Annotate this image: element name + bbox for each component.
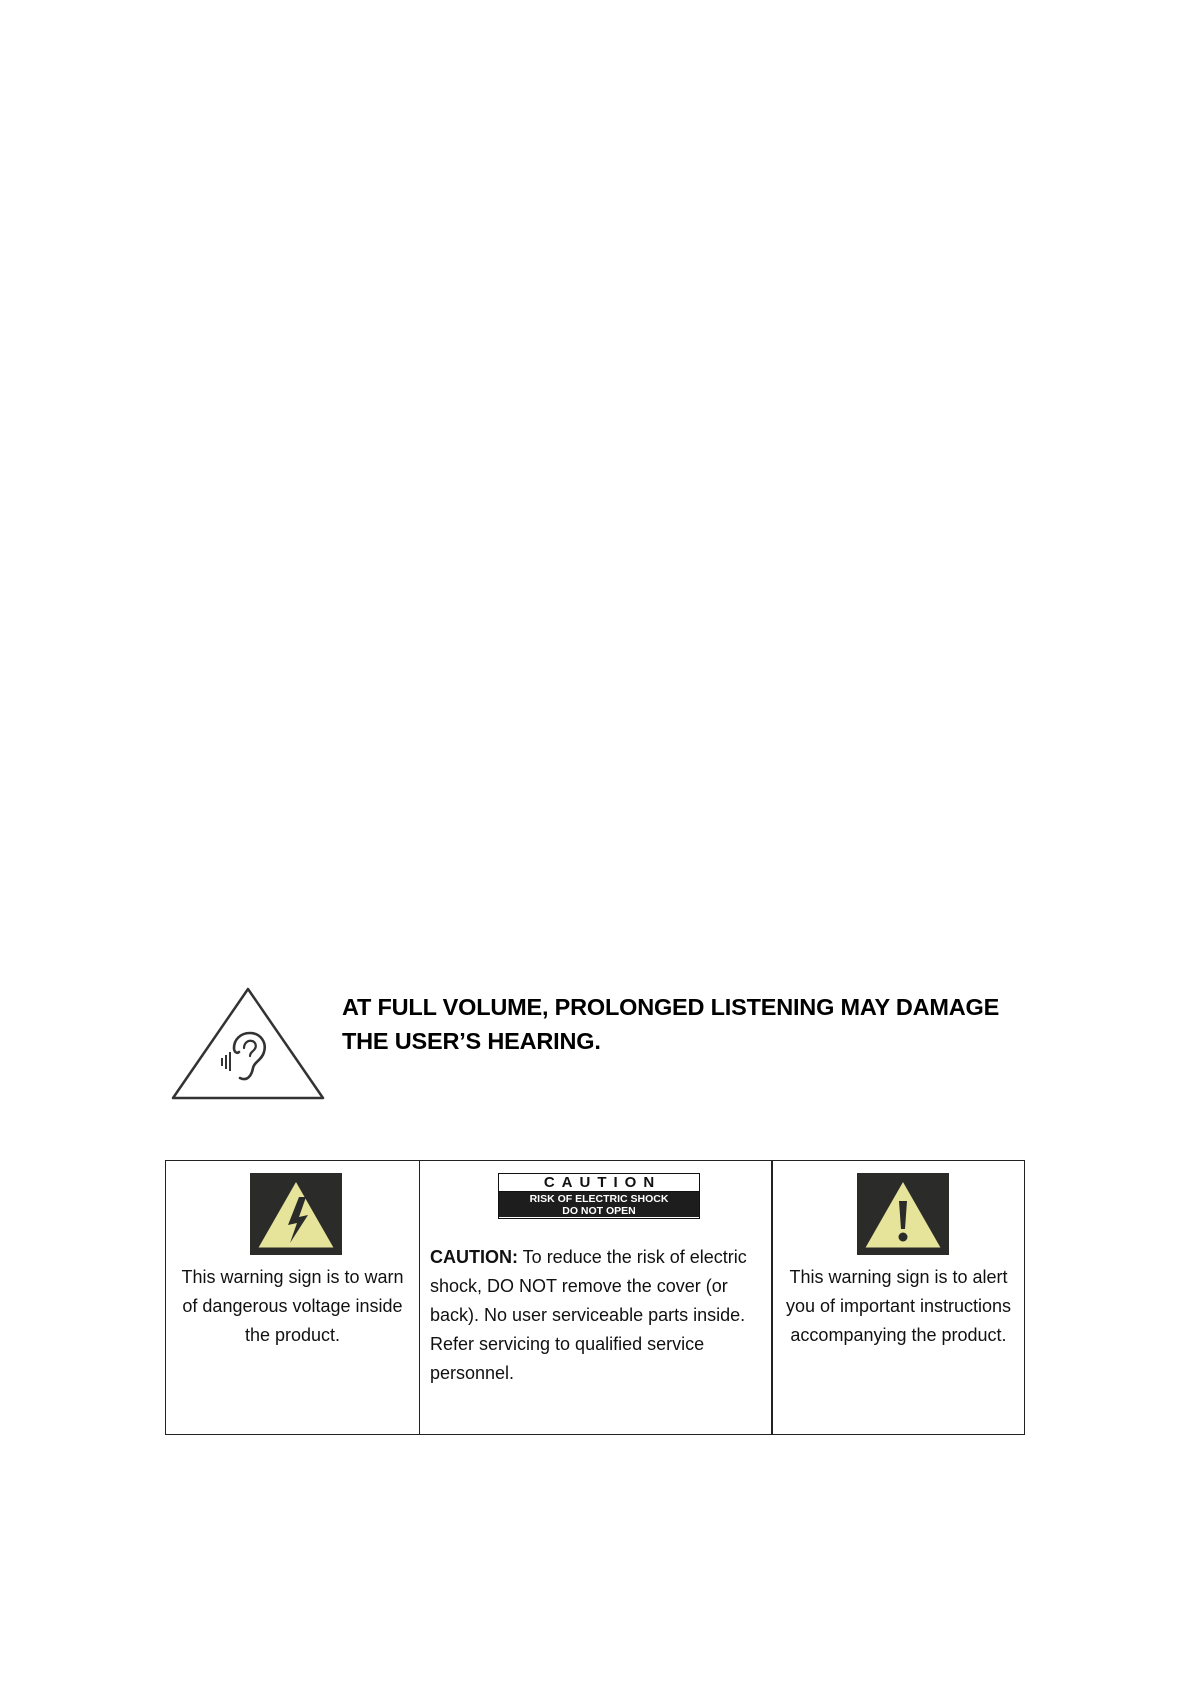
caution-label — [498, 1173, 700, 1219]
caution-label-subtitle — [499, 1192, 699, 1217]
lightning-warning-icon — [250, 1173, 342, 1255]
caution-cell — [420, 1161, 773, 1434]
caution-text — [430, 1243, 763, 1388]
exclamation-warning-icon — [857, 1173, 949, 1255]
warning-signs-table — [165, 1160, 1025, 1435]
caution-label-line2: DO NOT OPEN — [562, 1205, 636, 1217]
instructions-warning-text: This warning sign is to alert you of important instructions accompanying the product. — [785, 1267, 1012, 1345]
instructions-warning-cell — [773, 1161, 1024, 1434]
hearing-warning — [170, 986, 1030, 1101]
voltage-warning-text: This warning sign is to warn of dangerous voltage inside the product. — [181, 1267, 404, 1345]
hearing-warning-text: AT FULL VOLUME, PROLONGED LISTENING MAY DAMAGE THE USER’S HEARING. — [342, 994, 1000, 1054]
voltage-warning-cell — [166, 1161, 420, 1434]
caution-heading: CAUTION: — [430, 1247, 518, 1267]
caution-label-line1: RISK OF ELECTRIC SHOCK — [529, 1193, 669, 1205]
ear-warning-triangle-icon — [170, 986, 326, 1101]
caution-body: To reduce the risk of electric shock, DO NOT remove the cover (or back). No user serviceable parts inside. Refer servicing to qualified service personnel. — [430, 1247, 747, 1383]
caution-label-title: CAUTION — [499, 1174, 699, 1192]
